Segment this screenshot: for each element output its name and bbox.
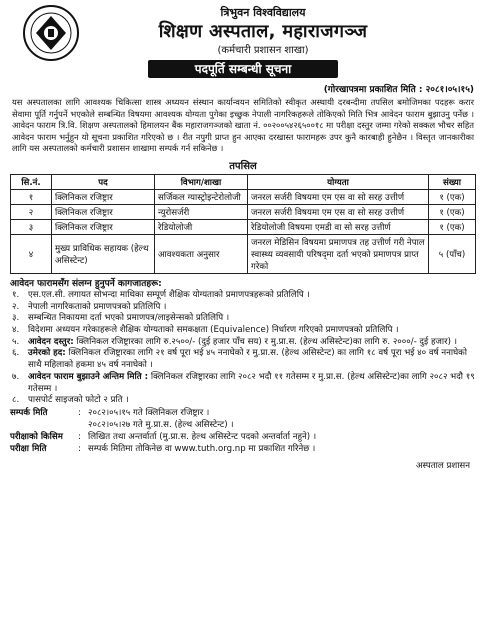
cell-qualification: रेडियोलोजी विषयमा एमडी वा सो सरह उत्तीर्ण — [248, 219, 429, 234]
table-title: तपसिल — [229, 160, 257, 172]
list-item — [12, 325, 476, 337]
item-text: विदेशमा अध्ययन गरेकाहरूले शैक्षिक योग्यताको समकक्षता (Equivalence) निर्धारण गरिएको प्रमाणपत्रको प्रतिलिपि । — [28, 325, 399, 336]
contact-date-line-1: २०८२।०५।१५ गते क्लिनिकल रजिष्ट्रार । — [88, 408, 210, 418]
exam-date-value: सम्पर्क मितिमा तोकिनेछ वा www.tuth.org.np मा प्रकाशित गरिनेछ । — [88, 444, 316, 454]
table-row — [11, 189, 476, 204]
contact-date-line-2: २०८२।०५।२७ गते मु.प्रा.स. (हेल्थ असिस्टेन्ट) । — [88, 420, 234, 430]
item-number: ४. — [12, 325, 20, 336]
item-number: ८. — [12, 395, 20, 406]
table-row — [11, 204, 476, 219]
exam-date-row — [10, 443, 476, 455]
cell-post: क्लिनिकल रजिष्ट्रार — [52, 189, 155, 204]
signature: अस्पताल प्रशासन — [415, 461, 470, 471]
cell-post: क्लिनिकल रजिष्ट्रार — [52, 204, 155, 219]
department-name: (कर्मचारी प्रशासन शाखा) — [217, 45, 309, 56]
cell-sn: २ — [11, 204, 52, 219]
colon: : — [78, 444, 81, 454]
table-row — [11, 234, 476, 273]
item-number: ६. — [12, 348, 20, 359]
cell-post: मुख्य प्राविधिक सहायक (हेल्थ असिस्टेन्ट) — [52, 234, 155, 273]
table-row — [11, 219, 476, 234]
list-item — [12, 348, 476, 371]
item-text: सम्बन्धित निकायमा दर्ता भएको प्रमाणपत्र/लाइसेन्सको प्रतिलिपि । — [28, 313, 230, 324]
item-text: क्लिनिकल रजिष्ट्रारका लागि रु.२५००/- (दुई हजार पाँच सय) र मु.प्रा.स. (हेल्थ असिस्टेन्ट)का लागि रु. २०००/- दुई हजार) । — [76, 336, 457, 347]
list-item — [12, 290, 476, 302]
cell-dept: रेडियोलोजी — [155, 219, 248, 234]
item-text: क्लिनिकल रजिष्ट्रारका लागि २१ वर्ष पूरा भई ४५ ननाघेको र मु.प्रा.स. (हेल्थ असिस्टेन्ट) का लागि १८ वर्ष पूरा भई ४० वर्ष ननाघेको साथै महिलाको हकमा ४५ वर्ष ननाघेको । — [28, 348, 467, 371]
documents-title: आवेदन फारामसँग संलग्न हुनुपर्ने कागजातहरू: — [10, 278, 162, 289]
cell-post: क्लिनिकल रजिष्ट्रार — [52, 219, 155, 234]
hospital-name: शिक्षण अस्पताल, महाराजगञ्ज — [158, 21, 368, 42]
list-item — [12, 337, 476, 349]
list-item — [12, 372, 476, 395]
item-text: एस.एल.सी. लगायत सोभन्दा माथिका सम्पूर्ण शैक्षिक योग्यताको प्रमाणपत्रहरूको प्रतिलिपि । — [28, 289, 310, 300]
exam-type-row — [10, 431, 476, 443]
col-header-dept: विभाग/शाखा — [155, 174, 248, 189]
col-header-count: संख्या — [429, 174, 476, 189]
cell-sn: ३ — [11, 219, 52, 234]
cell-qualification: जनरल सर्जरी विषयमा एम एस वा सो सरह उत्तीर्ण — [248, 189, 429, 204]
item-number: ५. — [12, 336, 20, 347]
cell-dept: न्युरोसर्जरी — [155, 204, 248, 219]
colon: : — [78, 432, 81, 442]
item-number: ३. — [12, 313, 20, 324]
cell-sn: १ — [11, 189, 52, 204]
exam-type-label: परीक्षाको किसिम — [10, 432, 63, 442]
list-item — [12, 395, 476, 407]
item-number: २. — [12, 301, 20, 312]
col-header-sn: सि.नं. — [11, 174, 52, 189]
cell-dept: सर्जिकल ग्यास्ट्रोइन्टेरोलोजी — [155, 189, 248, 204]
table-header-row — [11, 174, 476, 189]
tribhuvan-university-seal-icon — [22, 4, 80, 62]
cell-count: १ (एक) — [429, 219, 476, 234]
cell-sn: ४ — [11, 234, 52, 273]
vacancy-table — [10, 174, 476, 274]
item-number: १. — [12, 289, 20, 300]
notice-title: पदपूर्ति सम्बन्धी सूचना — [148, 60, 338, 78]
item-number: ७. — [12, 371, 20, 382]
list-item — [12, 313, 476, 325]
cell-qualification: जनरल सर्जरी विषयमा एम एस वा सो सरह उत्तीर्ण — [248, 204, 429, 219]
colon: : — [78, 408, 81, 418]
list-item — [12, 302, 476, 314]
item-bold-label: आवेदन दस्तुर: — [28, 336, 74, 347]
item-text: नेपाली नागरिकताको प्रमाणपत्रको प्रतिलिपि । — [28, 301, 167, 312]
col-header-post: पद — [52, 174, 155, 189]
cell-count: ५ (पाँच) — [429, 234, 476, 273]
item-bold-label: आवेदन फाराम बुझाउने अन्तिम मिति : — [28, 371, 149, 382]
item-bold-label: उमेरको हद: — [28, 348, 66, 359]
intro-paragraph: यस अस्पतालका लागि आवश्यक चिकित्सा शास्त्र अध्ययन संस्थान कार्यान्वयन समितिको स्वीकृत अस्थायी दरबन्दीमा तपसिल बमोजिमका पदहरू करार सेवामा पूर्ति गर्नुपर्ने भएकोले सम्बन्धित विषयमा आवश्यक योग्यता पुगेका इच्छुक नेपाली नागरिकहरूले तोकिएको मिति भित्र आवेदन फाराम बुझाउनु पर्नेछ । आवेदन फाराम त्रि.वि. शिक्षण अस्पतालको हिमालयन बैंक महाराजगञ्जको खाता नं. ००२००५४२६५००१८ मा परीक्षा दस्तुर जम्मा गरेको सक्कल भौचर सहित आवेदन फाराम भर्नुहुन यो सूचना प्रकाशित गरिएको छ । रीत नपुगी प्राप्त हुन आएका दरखास्त फारामहरू उपर कुनै कारबाही हुनेछैन । विस्तृत जानकारीका लागि यस अस्पतालको कर्मचारी प्रशासन शाखामा सम्पर्क गर्न सकिनेछ । — [12, 97, 474, 154]
cell-count: १ (एक) — [429, 204, 476, 219]
contact-date-label: सम्पर्क मिति — [10, 408, 48, 418]
cell-count: १ (एक) — [429, 189, 476, 204]
item-text: क्लिनिकल रजिष्ट्रारका लागि २०८२ भदौ ११ गतेसम्म र मु.प्रा.स. (हेल्थ असिस्टेन्ट)का लागि २०८२ भदौ १९ गतेसम्म । — [28, 371, 475, 394]
cell-dept: आवश्यकता अनुसार — [155, 234, 248, 273]
item-text: पासपोर्ट साइजको फोटो २ प्रति । — [28, 395, 129, 406]
header — [50, 6, 476, 57]
exam-type-value: लिखित तथा अन्तर्वार्ता (मु.प्रा.स. हेल्थ असिस्टेन्ट पदको अन्तर्वार्ता नहुने) । — [88, 432, 317, 442]
published-date: (गोरखापत्रमा प्रकाशित मिति : २०८१।०५।१५) — [323, 85, 474, 95]
university-name: त्रिभुवन विश्वविद्यालय — [220, 6, 306, 19]
contact-date-row — [10, 407, 476, 419]
cell-qualification: जनरल मेडिसिन विषयमा प्रमाणपत्र तह उत्तीर्ण गरी नेपाल स्वास्थ्य व्यवसायी परिषद्‌मा दर्ता भएको प्रमाणपत्र प्राप्त गरेको — [248, 234, 429, 273]
exam-date-label: परीक्षा मिति — [10, 444, 47, 454]
col-header-qualification: योग्यता — [248, 174, 429, 189]
contact-date-row-2 — [10, 419, 476, 431]
documents-list — [10, 290, 476, 407]
